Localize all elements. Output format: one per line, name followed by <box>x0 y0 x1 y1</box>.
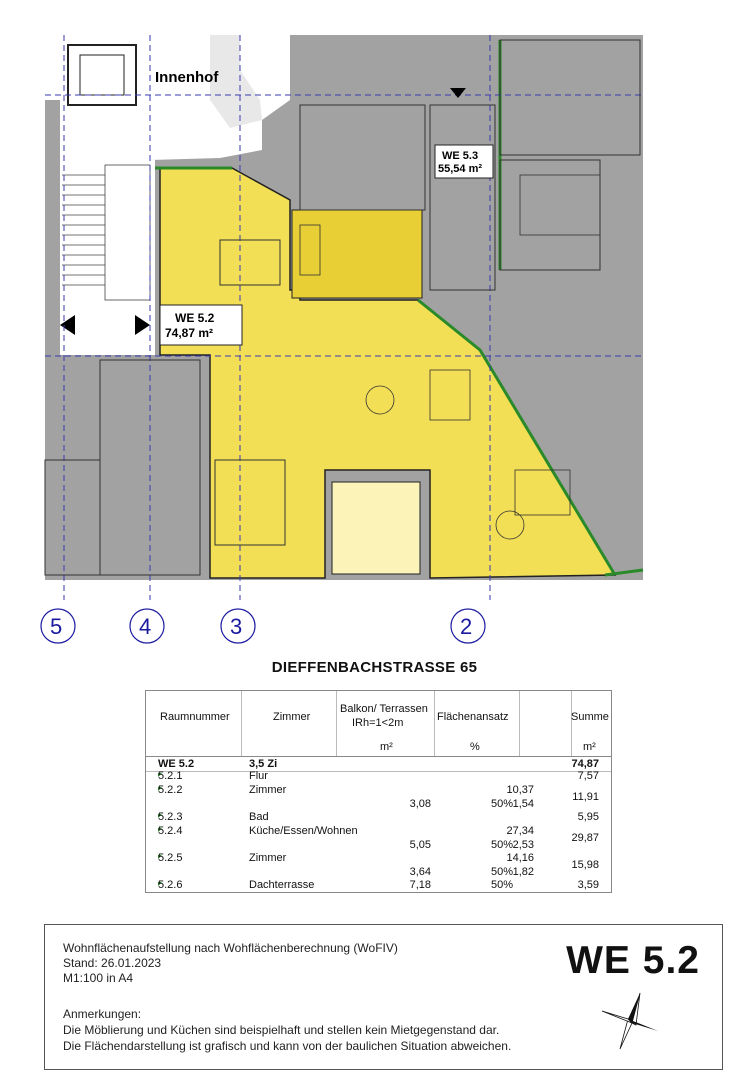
row-anteil: 1,82 <box>512 866 534 878</box>
row-name: Zimmer <box>249 852 287 864</box>
row-balkon: 5,05 <box>409 839 431 851</box>
area-table <box>145 690 612 893</box>
row-nr: 5.2.2 <box>158 784 183 796</box>
row-name: Zimmer <box>249 784 287 796</box>
info-scale: M1:100 in A4 <box>63 971 134 985</box>
axis-markers <box>41 609 485 643</box>
header-flaechenansatz: Flächenansatz <box>437 711 509 723</box>
info-box <box>44 924 723 1070</box>
row-anteil: 1,54 <box>512 798 534 810</box>
info-stand: Stand: 26.01.2023 <box>63 956 162 970</box>
we52-area: 74,87 m² <box>165 326 214 340</box>
we53-name: WE 5.3 <box>442 150 479 162</box>
row-nr: 5.2.3 <box>158 811 183 823</box>
total-nr: WE 5.2 <box>158 758 195 770</box>
row-summe: 7,57 <box>577 770 599 782</box>
header-zimmer: Zimmer <box>273 711 311 723</box>
row-summe: 11,91 <box>572 791 599 803</box>
row-anteil: 2,53 <box>512 839 534 851</box>
row-ansatz: 50% <box>490 839 513 851</box>
row-ansatz: 50% <box>490 798 513 810</box>
row-summe: 5,95 <box>577 811 599 823</box>
row-summe: 3,59 <box>577 879 599 891</box>
unit-ansatz: % <box>470 741 480 753</box>
info-remark-1: Die Möblierung und Küchen sind beispielhaft und stellen kein Mietgegenstand dar. <box>63 1023 500 1037</box>
axis-label-5: 5 <box>50 614 63 639</box>
row-room-area: 10,37 <box>506 784 534 796</box>
row-name: Dachterrasse <box>249 879 315 891</box>
axis-label-3: 3 <box>230 614 243 639</box>
row-nr: 5.2.6 <box>158 879 183 891</box>
address-title: DIEFFENBACHSTRASSE 65 <box>271 659 478 676</box>
row-nr: 5.2.5 <box>158 852 183 864</box>
row-summe: 29,87 <box>571 832 599 844</box>
innenhof-label: Innenhof <box>155 69 219 86</box>
info-remarks-title: Anmerkungen: <box>63 1007 142 1021</box>
info-wofiv: Wohnflächenaufstellung nach Wohflächenberechnung (WoFIV) <box>63 941 398 955</box>
row-nr: 5.2.4 <box>158 825 183 837</box>
we52-name: WE 5.2 <box>175 311 215 325</box>
row-balkon: 3,64 <box>409 866 431 878</box>
unit-title: WE 5.2 <box>566 939 700 982</box>
row-summe: 15,98 <box>571 859 599 871</box>
row-ansatz: 50% <box>490 866 513 878</box>
row-balkon: 3,08 <box>409 798 431 810</box>
info-remark-2: Die Flächendarstellung ist grafisch und kann von der baulichen Situation abweichen. <box>63 1039 512 1053</box>
axis-label-2: 2 <box>460 614 473 639</box>
row-ansatz: 50% <box>490 879 513 891</box>
row-room-area: 27,34 <box>506 825 534 837</box>
header-balkon-1: Balkon/ Terrassen <box>340 703 428 715</box>
unit-summe: m² <box>583 741 596 753</box>
row-balkon: 7,18 <box>409 879 431 891</box>
row-name: Bad <box>249 811 269 823</box>
row-name: Flur <box>249 770 268 782</box>
total-summe: 74,87 <box>571 758 599 770</box>
row-nr: 5.2.1 <box>158 770 183 782</box>
unit-balkon: m² <box>380 741 393 753</box>
elevator <box>68 45 136 105</box>
total-zimmer: 3,5 Zi <box>249 758 278 770</box>
header-raumnummer: Raumnummer <box>160 711 230 723</box>
compass-icon <box>598 989 662 1053</box>
we53-area: 55,54 m² <box>438 163 483 175</box>
header-summe: Summe <box>571 711 609 723</box>
header-balkon-2: IRh=1<2m <box>352 717 404 729</box>
row-name: Küche/Essen/Wohnen <box>249 825 358 837</box>
row-room-area: 14,16 <box>506 852 534 864</box>
axis-label-4: 4 <box>139 614 152 639</box>
